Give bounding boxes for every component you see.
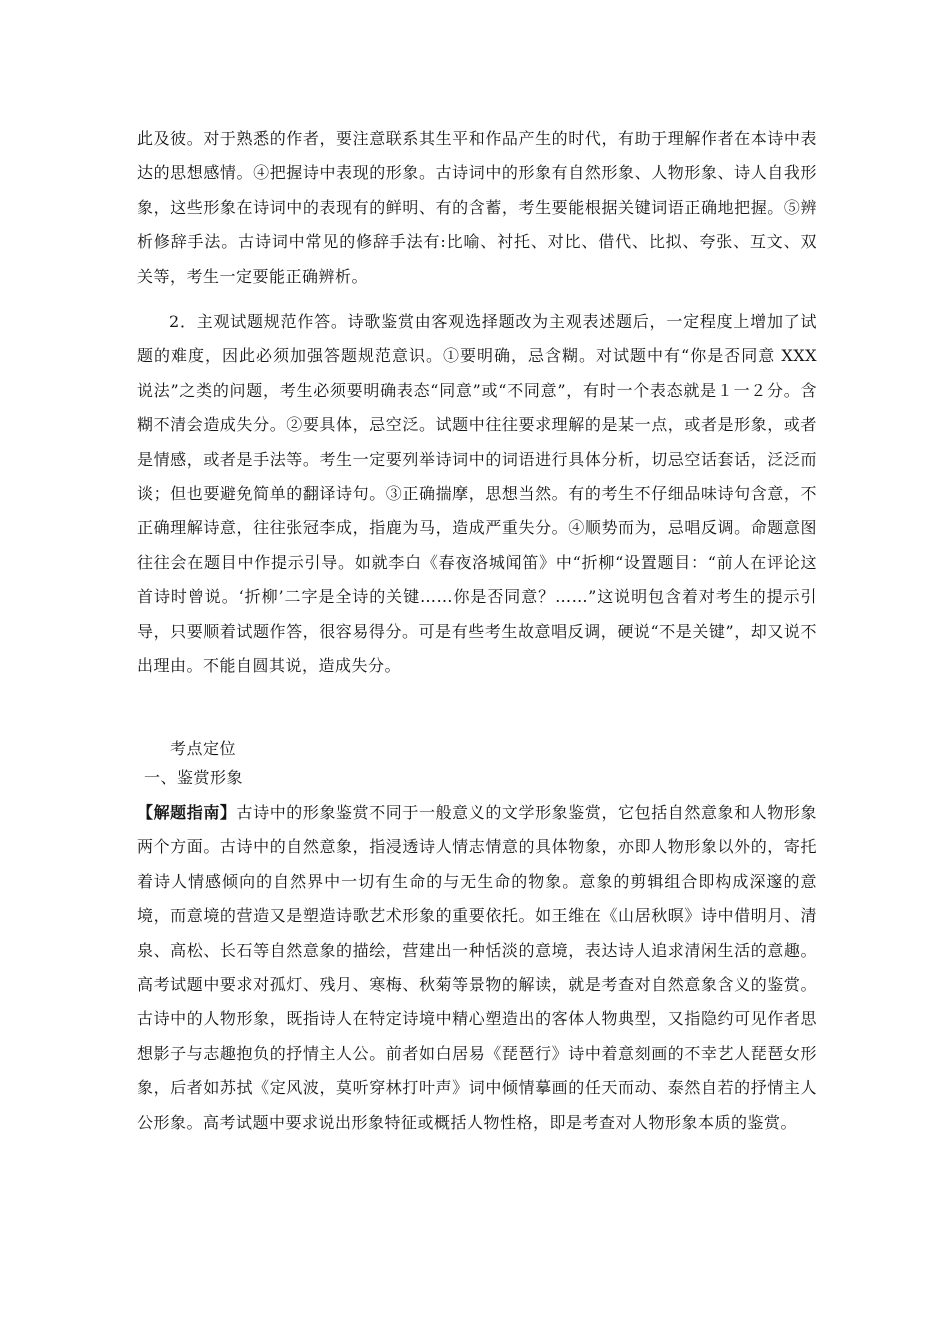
paragraph-subjective-answering: 2．主观试题规范作答。诗歌鉴赏由客观选择题改为主观表述题后，一定程度上增加了试题的难度，因此必须加强答题规范意识。①要明确，忌含糊。对试题中有“你是否同意 XXX 说法”之类的问题，考生必须要明确表态“同意”或“不同意”，有时一个表态就是１一２分。含糊不清会造成失分。②要具体，忌空泛。试题中往往要求理解的是某一点，或者是形象，或者是情感，或者是手法等。考生一定要列举诗词中的词语进行具体分析，切忌空话套话，泛泛而谈；但也要避免简单的翻译诗句。③正确揣摩，思想当然。有的考生不仔细品味诗句含意，不正确理解诗意，往往张冠李成，指鹿为马，造成严重失分。④顺势而为，忌唱反调。命题意图往往会在题目中作提示引导。如就李白《春夜洛城闻笛》中“折柳“设置题目：“前人在评论这首诗时曾说。‘折柳’二字是全诗的关键……你是否同意？……”这说明包含着对考生的提示引导，只要顺着试题作答，很容易得分。可是有些考生故意唱反调，硬说“不是关键”，却又说不出理由。不能自圆其说，造成失分。: [137, 312, 817, 676]
paragraph-solving-guide: [137, 796, 817, 1140]
section-heading-exam-points: 考点定位: [170, 739, 237, 758]
paragraph-appreciation-methods: 此及彼。对于熟悉的作者，要注意联系其生平和作品产生的时代，有助于理解作者在本诗中表达的思想感情。④把握诗中表现的形象。古诗词中的形象有自然形象、人物形象、诗人自我形象，这些形象在诗词中的表现有的鲜明、有的含蓄，考生要能根据关键词语正确地把握。⑤辨析修辞手法。古诗词中常见的修辞手法有:比喻、衬托、对比、借代、比拟、夸张、互文、双关等，考生一定要能正确辨析。: [137, 129, 817, 286]
subsection-heading-image-appreciation: 一、鉴赏形象: [144, 768, 244, 787]
solving-guide-text: 古诗中的形象鉴赏不同于一般意义的文学形象鉴赏，它包括自然意象和人物形象两个方面。古诗中的自然意象，指浸透诗人情志情意的具体物象，亦即人物形象以外的，寄托着诗人情感倾向的自然界中一切有生命的与无生命的物象。意象的剪辑组合即构成深邃的意境，而意境的营造又是塑造诗歌艺术形象的重要依托。如王维在《山居秋暝》诗中借明月、清泉、高松、长石等自然意象的描绘，营建出一种恬淡的意境，表达诗人追求清闲生活的意趣。高考试题中要求对孤灯、残月、寒梅、秋菊等景物的解读，就是考查对自然意象含义的鉴赏。古诗中的人物形象，既指诗人在特定诗境中精心塑造出的客体人物典型，又指隐约可见作者思想影子与志趣抱负的抒情主人公。前者如白居易《琵琶行》诗中着意刻画的不幸艺人琵琶女形象，后者如苏拭《定风波，莫听穿林打叶声》词中倾情摹画的任天而动、泰然自若的抒情主人公形象。高考试题中要求说出形象特征或概括人物性格，即是考查对人物形象本质的鉴赏。: [137, 803, 817, 1132]
solving-guide-label: 【解题指南】: [137, 803, 237, 822]
